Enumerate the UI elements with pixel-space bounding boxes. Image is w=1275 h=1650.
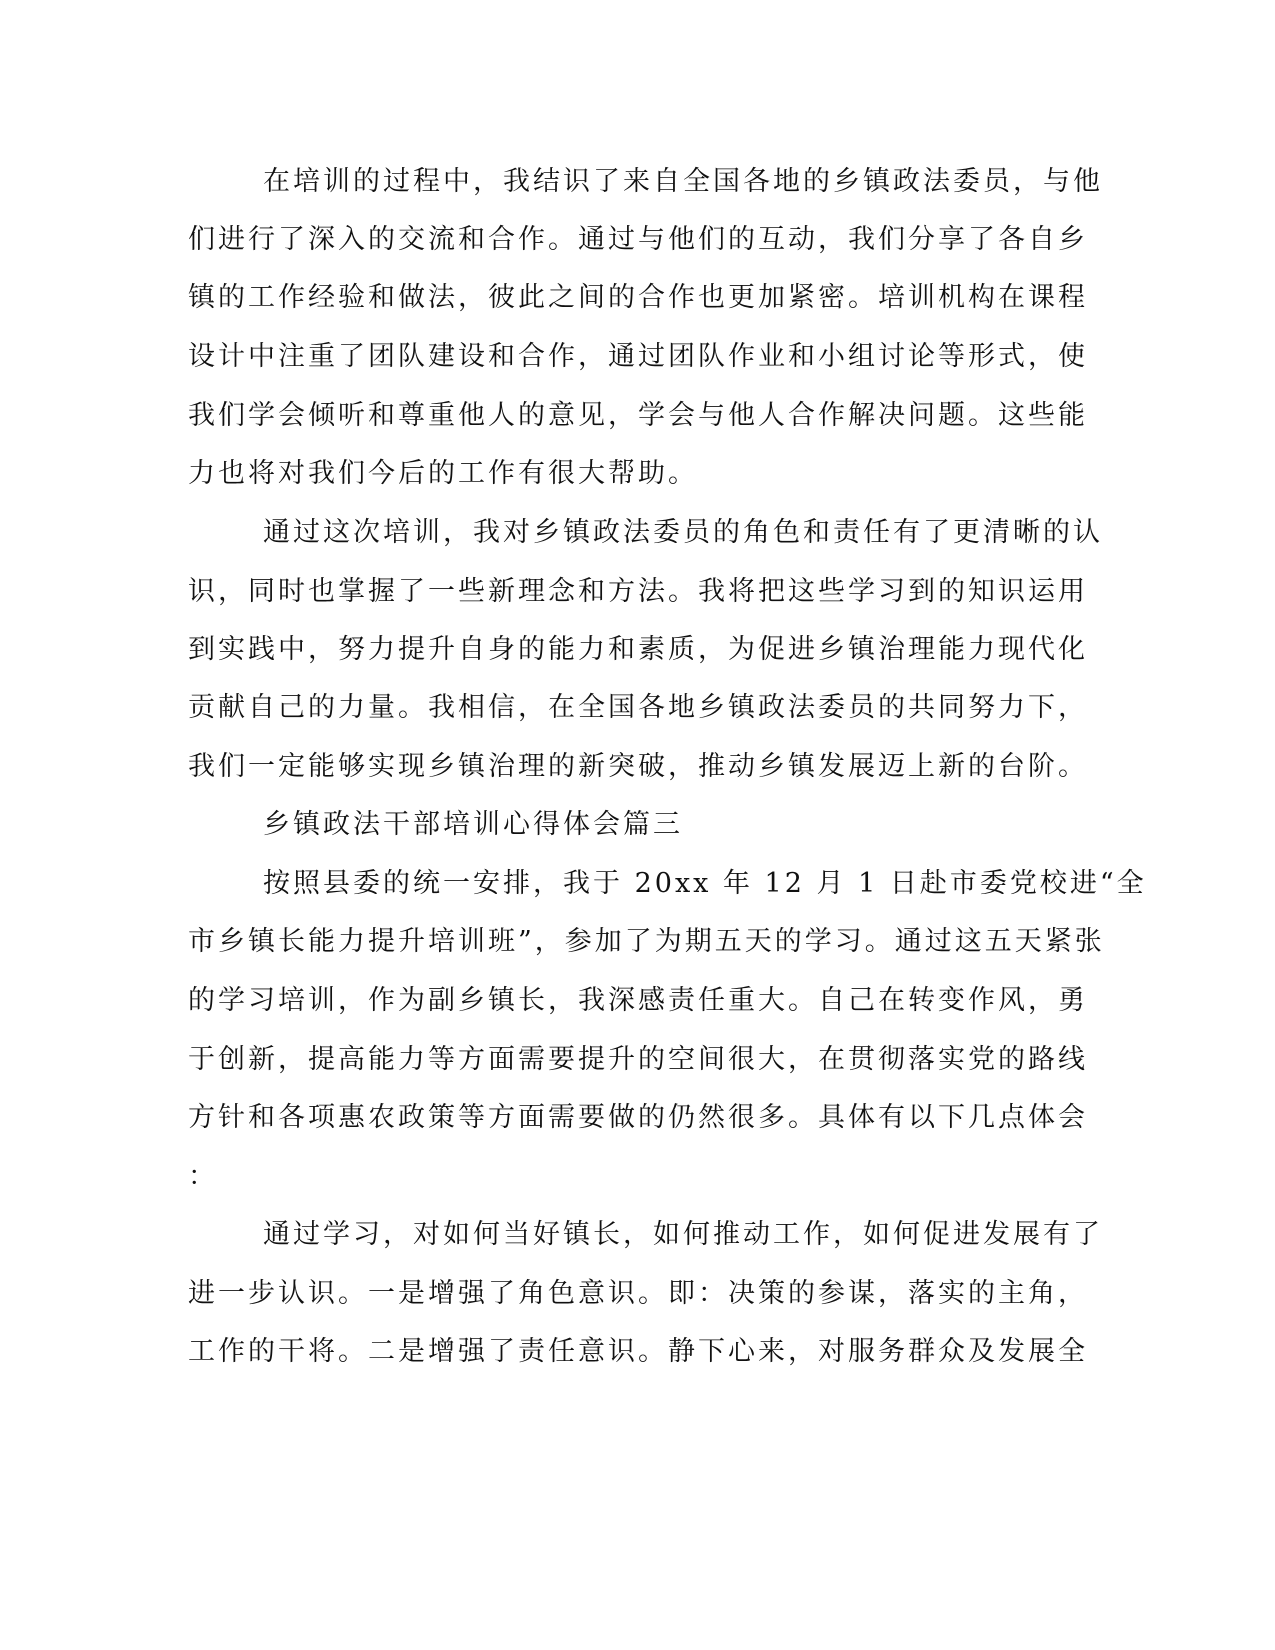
paragraph-line: 识，同时也掌握了一些新理念和方法。我将把这些学习到的知识运用 [188,576,1088,607]
paragraph-line: 力也将对我们今后的工作有很大帮助。 [188,458,698,489]
paragraph-line: 的学习培训，作为副乡镇长，我深感责任重大。自己在转变作风，勇 [188,985,1088,1016]
paragraph-line: 贡献自己的力量。我相信，在全国各地乡镇政法委员的共同努力下， [188,692,1088,723]
paragraph-line: 设计中注重了团队建设和合作，通过团队作业和小组讨论等形式，使 [188,341,1088,372]
paragraph-line: 方针和各项惠农政策等方面需要做的仍然很多。具体有以下几点体会 [188,1102,1088,1133]
paragraph-line: 进一步认识。一是增强了角色意识。即：决策的参谋，落实的主角， [188,1278,1088,1309]
paragraph-line: 我们学会倾听和尊重他人的意见，学会与他人合作解决问题。这些能 [188,400,1088,431]
paragraph-line: ： [188,1161,218,1192]
section-heading: 乡镇政法干部培训心得体会篇三 [263,809,683,840]
paragraph-line: 市乡镇长能力提升培训班”，参加了为期五天的学习。通过这五天紧张 [188,926,1105,957]
paragraph-line: 按照县委的统一安排，我于 20xx 年 12 月 1 日赴市委党校进“全 [263,868,1147,899]
paragraph-line: 我们一定能够实现乡镇治理的新突破，推动乡镇发展迈上新的台阶。 [188,751,1088,782]
paragraph-line: 通过学习，对如何当好镇长，如何推动工作，如何促进发展有了 [263,1219,1103,1250]
paragraph-line: 通过这次培训，我对乡镇政法委员的角色和责任有了更清晰的认 [263,517,1103,548]
paragraph-line: 在培训的过程中，我结识了来自全国各地的乡镇政法委员，与他 [263,166,1103,197]
paragraph-line: 到实践中，努力提升自身的能力和素质，为促进乡镇治理能力现代化 [188,634,1088,665]
paragraph-line: 于创新，提高能力等方面需要提升的空间很大，在贯彻落实党的路线 [188,1044,1088,1075]
paragraph-line: 工作的干将。二是增强了责任意识。静下心来，对服务群众及发展全 [188,1336,1088,1367]
paragraph-line: 们进行了深入的交流和合作。通过与他们的互动，我们分享了各自乡 [188,224,1088,255]
paragraph-line: 镇的工作经验和做法，彼此之间的合作也更加紧密。培训机构在课程 [188,282,1088,313]
